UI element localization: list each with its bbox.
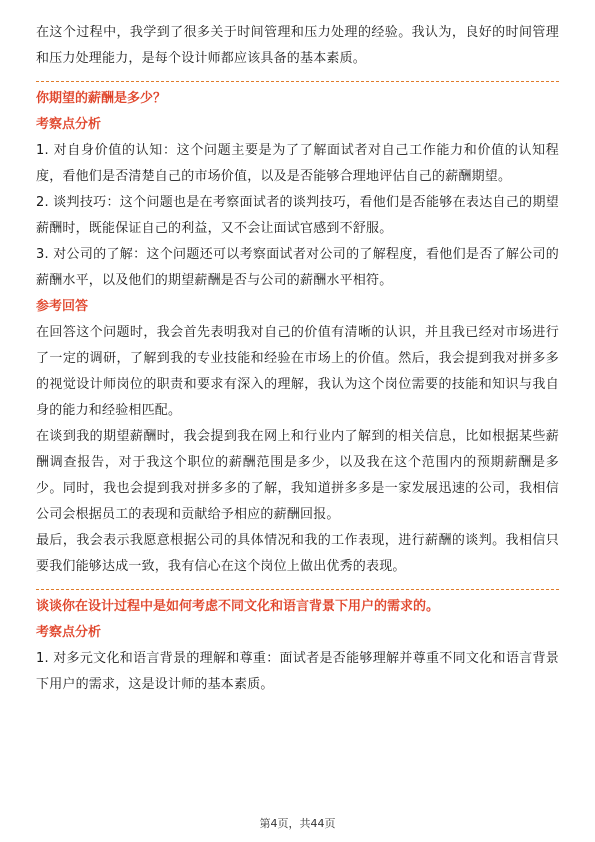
analysis-item: 2. 谈判技巧：这个问题也是在考察面试者的谈判技巧，看他们是否能够在表达自己的期望薪酬时，既能保证自己的利益，又不会让面试官感到不舒服。 — [36, 195, 559, 236]
answer-heading: 参考回答 — [36, 299, 89, 314]
analysis-item: 3. 对公司的了解：这个问题还可以考察面试者对公司的了解程度，看他们是否了解公司的薪酬水平，以及他们的期望薪酬是否与公司的薪酬水平相符。 — [36, 247, 559, 288]
section-divider — [36, 81, 559, 82]
section-divider — [36, 589, 559, 590]
analysis-item: 1. 对自身价值的认知：这个问题主要是为了了解面试者对自己工作能力和价值的认知程度，看他们是否清楚自己的市场价值，以及是否能够合理地评估自己的薪酬期望。 — [36, 143, 559, 184]
question-title: 你期望的薪酬是多少？ — [36, 91, 167, 106]
analysis-item: 1. 对多元文化和语言背景的理解和尊重：面试者是否能够理解并尊重不同文化和语言背景下用户的需求，这是设计师的基本素质。 — [36, 651, 559, 692]
answer-paragraph: 在回答这个问题时，我会首先表明我对自己的价值有清晰的认识，并且我已经对市场进行了一定的调研，了解到我的专业技能和经验在市场上的价值。然后，我会提到我对拼多多的视觉设计师岗位的职责和要求有深入的理解，我认为这个岗位需要的技能和知识与我自身的能力和经验相匹配。 — [36, 325, 559, 418]
answer-paragraph: 在谈到我的期望薪酬时，我会提到我在网上和行业内了解到的相关信息，比如根据某些薪酬调查报告，对于我这个职位的薪酬范围是多少，以及我在这个范围内的预期薪酬是多少。同时，我也会提到我对拼多多的了解，我知道拼多多是一家发展迅速的公司，我相信公司会根据员工的表现和贡献给予相应的薪酬回报。 — [36, 429, 559, 522]
analysis-heading: 考察点分析 — [36, 117, 102, 132]
answer-paragraph: 最后，我会表示我愿意根据公司的具体情况和我的工作表现，进行薪酬的谈判。我相信只要我们能够达成一致，我有信心在这个岗位上做出优秀的表现。 — [36, 533, 559, 574]
intro-paragraph: 在这个过程中，我学到了很多关于时间管理和压力处理的经验。我认为，良好的时间管理和压力处理能力，是每个设计师都应该具备的基本素质。 — [36, 25, 559, 66]
page-number: 第4页，共44页 — [259, 817, 336, 830]
analysis-heading: 考察点分析 — [36, 625, 102, 640]
question-title: 谈谈你在设计过程中是如何考虑不同文化和语言背景下用户的需求的。 — [36, 599, 440, 614]
page-content — [36, 20, 559, 698]
